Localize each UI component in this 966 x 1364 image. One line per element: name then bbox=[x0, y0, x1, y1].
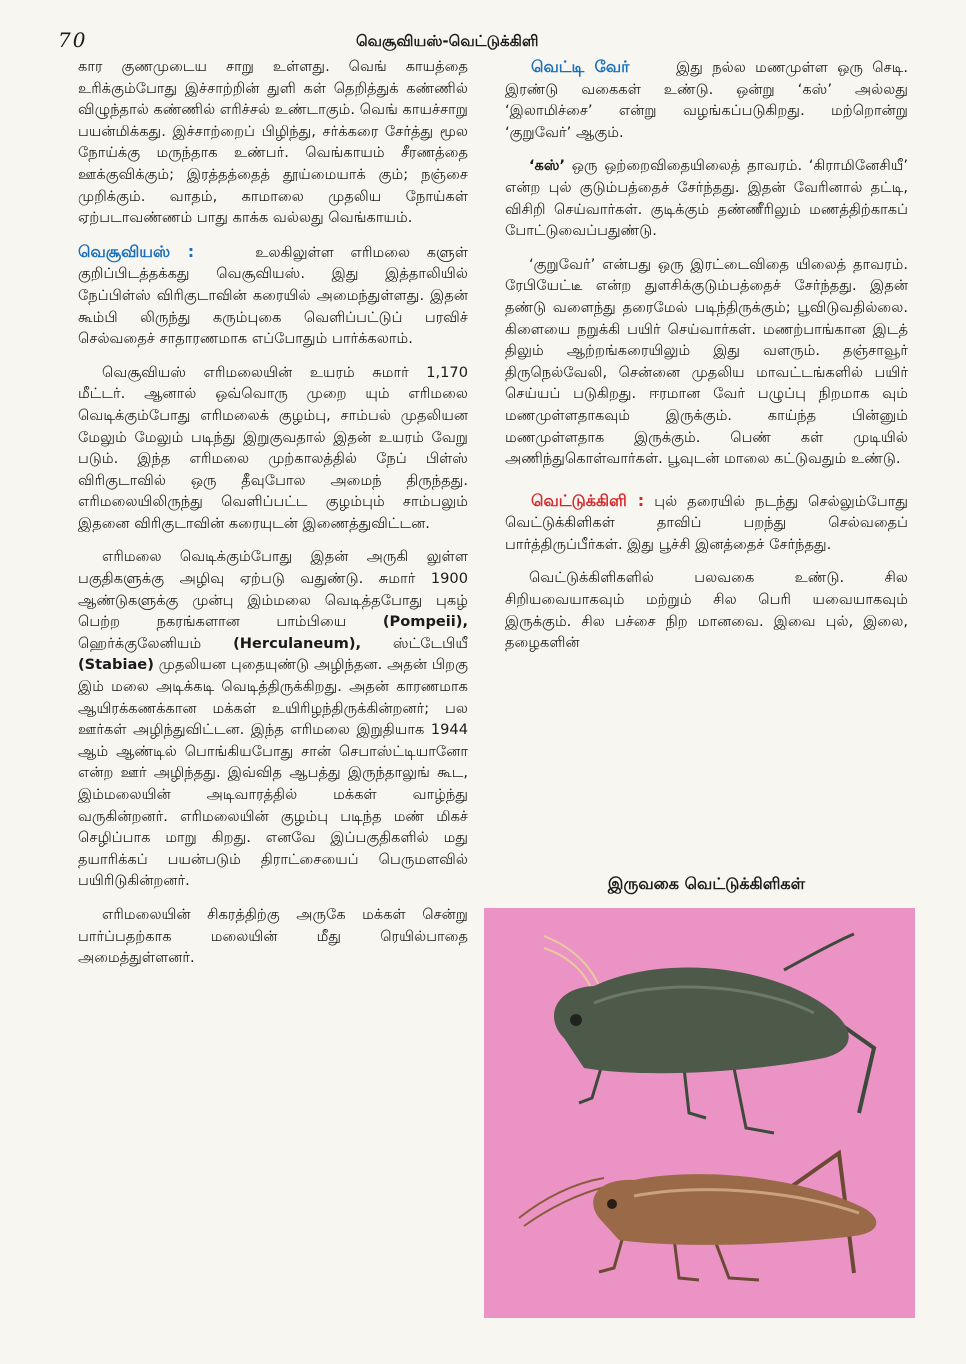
right-column bbox=[505, 56, 908, 666]
vesuvius-paragraph-1 bbox=[78, 241, 468, 350]
onion-paragraph: கார குணமுடைய சாறு உள்ளது. வெங் காயத்தை உரிக்கும்போது இச்சாற்றின் துளி கள் தெறித்துக் கண்ணில் விழுந்தால் கண்ணில் எரிச்சல் உண்டாகும். வெங் காயச்சாறு பயன்மிக்கது. இச்சாற்றைப் பிழிந்து, சர்க்கரை சேர்த்து மூல நோய்க்கு மருந்தாக உண்பர். வெங்காயம் சீரணத்தை ஊக்குவிக்கும்; இரத்தத்தைத் தூய்மையாக் கும்; நஞ்சை முறிக்கும். வாதம், காமாலை முதலிய நோய்கள் ஏற்படாவண்ணம் பாது காக்க வல்லது வெங்காயம். bbox=[78, 58, 468, 227]
vetiver-paragraph-1 bbox=[505, 56, 908, 143]
green-grasshopper-icon bbox=[544, 934, 874, 1133]
grasshopper-illustration bbox=[484, 908, 915, 1318]
vesuvius-paragraph-4: எரிமலையின் சிகரத்திற்கு அருகே மக்கள் சென்று பார்ப்பதற்காக மலையின் மீது ரெயில்பாதை அமைத்துள்ளனர். bbox=[78, 905, 468, 967]
vesuvius-text-1: உலகிலுள்ள எரிமலை களுள் குறிப்பிடத்தக்கது வெசூவியஸ். இது இத்தாலியில் நேப்பிள்ஸ் விரிகுடாவின் கரையில் அமைந்துள்ளது. இதன் கூம்பி லிருந்து கரும்புகை வெளிப்பட்டுப் பரவிச் செல்வதைச் சாதாரணமாக எப்போதும் பார்க்கலாம். bbox=[78, 243, 469, 348]
figure-caption: இருவகை வெட்டுக்கிளிகள் bbox=[607, 874, 806, 893]
vesuvius-paragraph-2: வெசூவியஸ் எரிமலையின் உயரம் சுமார் 1,170 மீட்டர். ஆனால் ஒவ்வொரு முறை யும் எரிமலை வெடிக்கும்போது எரிமலைக் குழம்பு, சாம்பல் முதலியன மேலும் மேலும் படிந்து இறுகுவதால் இதன் உயரம் வேறு படும். இந்த எரிமலை முற்காலத்தில் நேப் பிள்ஸ் விரிகுடாவில் ஒரு தீவுபோல அமைந் திருந்தது. எரிமலையிலிருந்து வெளிப்பட்ட குழம்பும் சாம்பலும் இதனை விரிகுடாவின் கரையுடன் இணைத்துவிட்டன. bbox=[78, 363, 468, 532]
grasshopper-text-1: புல் தரையில் நடந்து செல்லும்போது வெட்டுக்கிளிகள் தாவிப் பறந்து செல்வதைப் பார்த்திருப்பீர்கள். இது பூச்சி இனத்தைச் சேர்ந்தது. bbox=[505, 492, 909, 553]
pompeii-term: (Pompeii), bbox=[382, 613, 469, 631]
grasshopper-paragraph-1 bbox=[505, 490, 908, 556]
grasshopper-heading: வெட்டுக்கிளி : bbox=[531, 490, 645, 510]
vesuvius-text-3b: ஹெர்க்குலேனியம் bbox=[78, 634, 202, 652]
vesuvius-text-3c: ஸ்ட்டேபியீ bbox=[392, 634, 468, 652]
vetiver-text-1: இது நல்ல மணமுள்ள ஒரு செடி. இரண்டு வகைகள் உண்டு. ஒன்று ‘கஸ்’ அல்லது ‘இலாமிச்சை’ என்று வழங்கப்படுகிறது. மற்றொன்று ‘குறுவேர்’ ஆகும். bbox=[505, 59, 908, 141]
running-head: வெசூவியஸ்-வெட்டுக்கிளி bbox=[356, 32, 539, 50]
khus-term: ‘கஸ்’ bbox=[529, 157, 566, 175]
brown-grasshopper-icon bbox=[519, 1153, 876, 1280]
herculaneum-term: (Herculaneum), bbox=[233, 634, 362, 652]
left-column bbox=[78, 56, 468, 981]
page-number: 70 bbox=[58, 28, 88, 52]
vetiver-paragraph-2 bbox=[505, 155, 908, 241]
vesuvius-paragraph-3 bbox=[78, 546, 468, 892]
grasshopper-figure bbox=[484, 908, 915, 1318]
vetiver-paragraph-3: ‘குறுவேர்’ என்பது ஒரு இரட்டைவிதை யிலைத் தாவரம். ரேபியேட்டீ என்ற துளசிக்குடும்பத்தைச் சேர்ந்தது. இதன் தண்டு வளைந்து தரைமேல் படிந்திருக்கும்; பூவிடுவதில்லை. கிளையை நறுக்கி பயிர் செய்வார்கள். மணற்பாங்கான இடத் திலும் ஆற்றங்கரையிலும் இது வளரும். தஞ்சாவூர் திருநெல்வேலி, சென்னை முதலிய மாவட்டங்களில் பயிர் செய்யப் படுகிறது. ஈரமான வேர் பழுப்பு நிறமாக வும் மணமுள்ளதாகவும் இருக்கும். காய்ந்த பின்னும் மணமுள்ளதாக இருக்கும். பெண் கள் முடியில் அணிந்துகொள்வார்கள். பூவுடன் மாலை கட்டுவதும் உண்டு. bbox=[505, 255, 908, 468]
vesuvius-text-3d: முதலியன புதையுண்டு அழிந்தன. அதன் பிறகு இம் மலை அடிக்கடி வெடித்திருக்கிறது. அதன் காரணமாக ஆயிரக்கணக்கான மக்கள் உயிரிழந்திருக்கின்றனர்; பல ஊர்கள் அழிந்துவிட்டன. இந்த எரிமலை இறுதியாக 1944 ஆம் ஆண்டில் பொங்கியபோது சான் செபாஸ்ட்டியானோ என்ற ஊர் அழிந்தது. இவ்வித ஆபத்து இருந்தாலுங் கூட, இம்மலையின் அடிவாரத்தில் மக்கள் வாழ்ந்து வருகின்றனர். எரிமலையின் குழம்பு படிந்த மண் மிகச் செழிப்பாக மாறு கிறது. எனவே இப்பகுதிகளில் மது தயாரிக்கப் பயன்படும் திராட்சையைப் பெருமளவில் பயிரிடுகின்றனர். bbox=[78, 656, 468, 890]
stabiae-term: (Stabiae) bbox=[78, 656, 154, 674]
grasshopper-paragraph-2: வெட்டுக்கிளிகளில் பலவகை உண்டு. சில சிறியவையாகவும் மற்றும் சில பெரி யவையாகவும் இருக்கும். சில பச்சை நிற மானவை. இவை புல், இலை, தழைகளின் bbox=[505, 569, 908, 652]
vetiver-heading: வெட்டி வேர் bbox=[531, 57, 630, 76]
vetiver-text-2: ஒரு ஒற்றைவிதையிலைத் தாவரம். ‘கிராமினேசியீ’ என்ற புல் குடும்பத்தைச் சேர்ந்தது. இதன் வேரினால் தட்டி, விசிறி செய்வார்கள். குடிக்கும் தண்ணீரிலும் மணத்திற்காகப் போட்டுவைப்பதுண்டு. bbox=[505, 157, 908, 240]
vesuvius-text-3a: எரிமலை வெடிக்கும்போது இதன் அருகி லுள்ள பகுதிகளுக்கு அழிவு ஏற்படு வதுண்டு. சுமார் 1900 ஆண்டுகளுக்கு முன்பு இம்மலை வெடித்தபோது புகழ் பெற்ற நகரங்களான பாம்பியை bbox=[78, 548, 468, 631]
vesuvius-heading: வெசூவியஸ் : bbox=[78, 241, 195, 261]
